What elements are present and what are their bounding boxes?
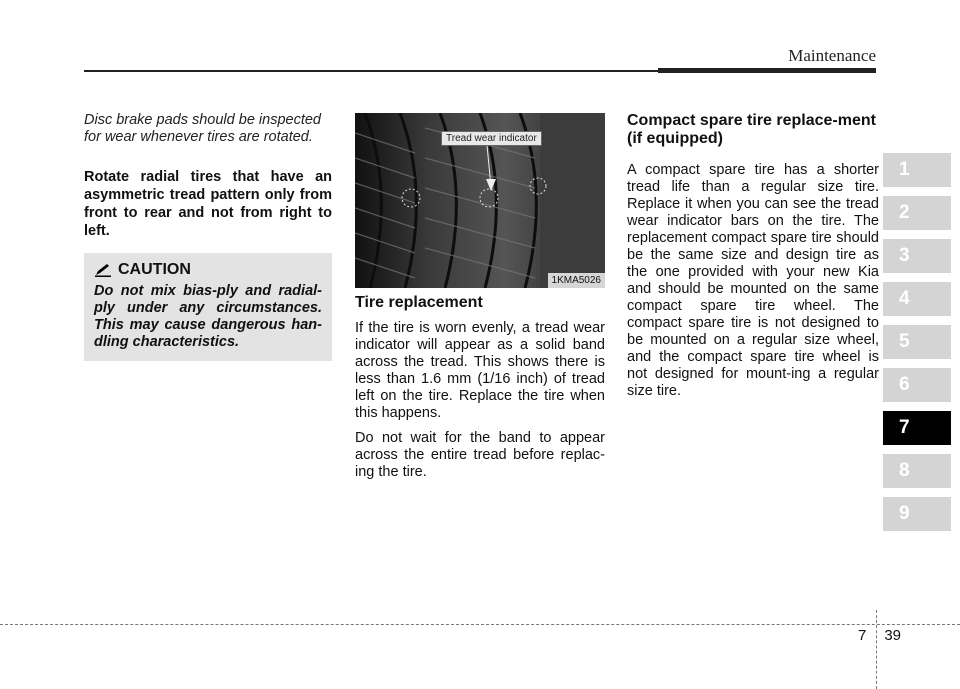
rotate-note: Rotate radial tires that have an asymmetric tread pattern only from front to rear and not from right to left.: [84, 169, 332, 239]
intro-text: Disc brake pads should be inspected for wear whenever tires are rotated.: [84, 112, 321, 145]
chapter-tab-9[interactable]: 9: [883, 497, 951, 531]
caution-title: CAUTION: [118, 261, 191, 278]
compact-spare-para1: A compact spare tire has a shorter tread life than a regular size tire. Replace it when you can see the tread wear indicator bars on the tire. The replacement compact spare tire should be the same size and design tire as the one provided with your new Kia and should be mounted on the same compact spare tire wheel. The compact spare tire is not designed to be mounted on a regular size wheel, and the compact spare tire wheel is not designed for mount-ing a regular size tire.: [627, 162, 879, 399]
chapter-tab-4[interactable]: 4: [883, 282, 951, 316]
chapter-tab-6[interactable]: 6: [883, 368, 951, 402]
chapter-number: 7: [858, 627, 867, 644]
pencil-icon: [94, 263, 112, 277]
header-rule-accent: [658, 68, 876, 73]
chapter-tab-8[interactable]: 8: [883, 454, 951, 488]
chapter-tab-2[interactable]: 2: [883, 196, 951, 230]
tire-photo: [355, 113, 605, 288]
middle-column: [355, 294, 605, 481]
header-title: Maintenance: [788, 46, 876, 65]
caution-text: Do not mix bias-ply and radial-ply under any circumstances. This may cause dangerous han-dling characteristics.: [94, 283, 322, 350]
chapter-tabs: [883, 153, 951, 540]
page-number: [858, 627, 901, 644]
chapter-tab-3[interactable]: 3: [883, 239, 951, 273]
chapter-tab-5[interactable]: 5: [883, 325, 951, 359]
tire-replacement-para2: Do not wait for the band to appear across the entire tread before replac-ing the tire.: [355, 430, 605, 480]
footer-divider: [876, 610, 877, 689]
figure-id: 1KMA5026: [548, 273, 605, 288]
caution-header: [94, 261, 322, 279]
caution-box: [84, 253, 332, 361]
tread-wear-indicator-label: Tread wear indicator: [441, 131, 542, 146]
page-number-value: 39: [884, 627, 902, 644]
left-column: [84, 112, 332, 240]
right-column: [627, 112, 879, 400]
chapter-tab-1[interactable]: 1: [883, 153, 951, 187]
chapter-tab-7[interactable]: 7: [883, 411, 951, 445]
tire-replacement-heading: Tire replacement: [355, 294, 483, 311]
tire-replacement-para1: If the tire is worn evenly, a tread wear indicator will appear as a solid band across the tread. This shows there is less than 1.6 mm (1/16 inch) of tread left on the tire. Replace the tire when this happens.: [355, 320, 605, 421]
footer-rule: [0, 624, 960, 625]
compact-spare-heading: Compact spare tire replace-ment (if equipped): [627, 112, 876, 147]
